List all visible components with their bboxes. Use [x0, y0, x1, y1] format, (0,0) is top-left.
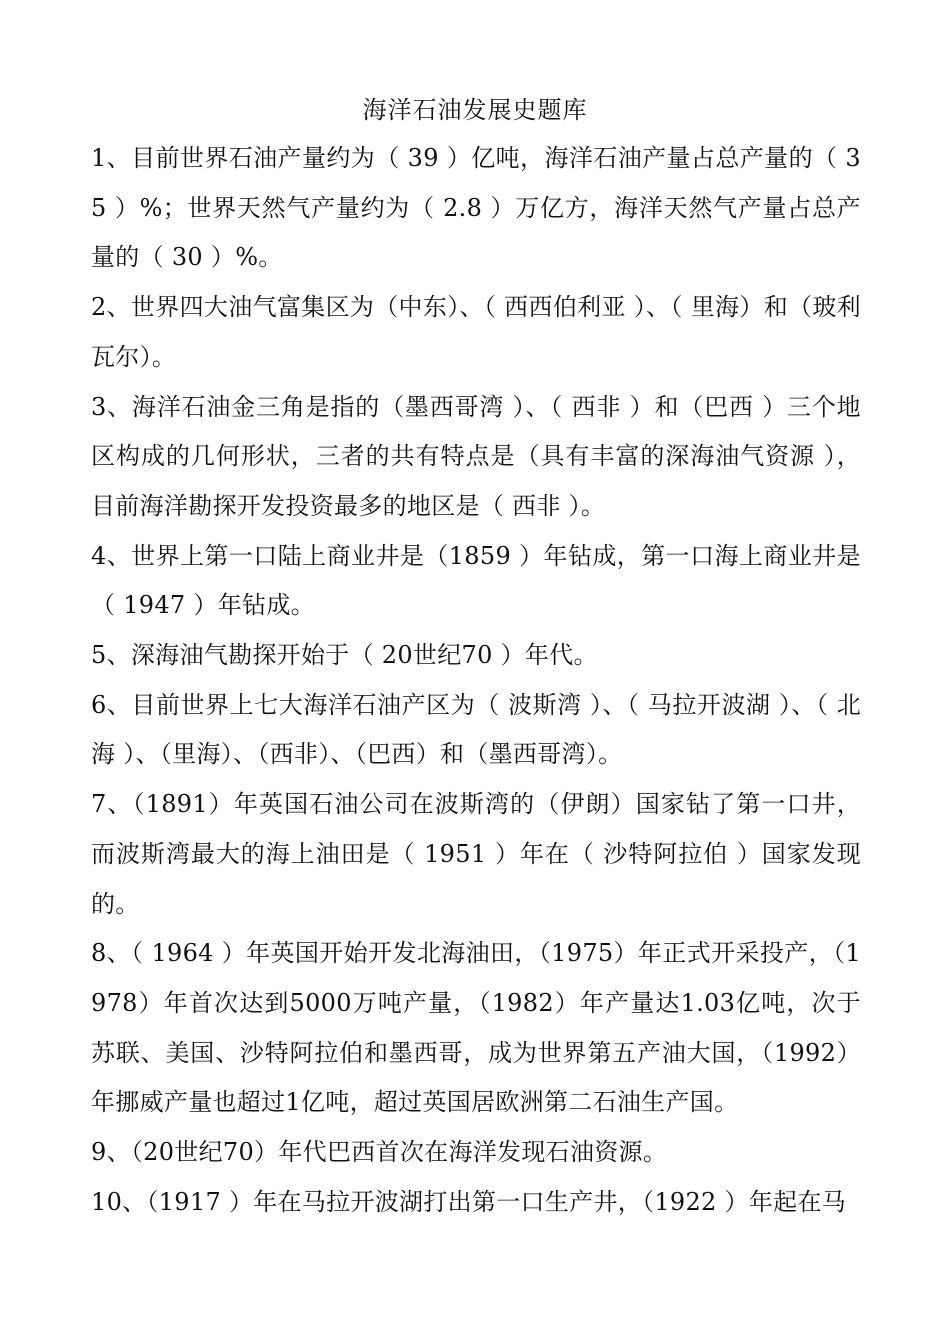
question-list: [91, 134, 861, 1227]
question-item: 5、深海油气勘探开始于（ 20世纪70 ）年代。: [91, 641, 598, 670]
question-item: 4、世界上第一口陆上商业井是（1859 ）年钻成，第一口海上商业井是（ 1947 ）年钻成。: [91, 541, 861, 620]
question-item: 10、（1917 ）年在马拉开波湖打出第一口生产井，（1922 ）年起在马: [91, 1187, 847, 1216]
question-item: 3、海洋石油金三角是指的（墨西哥湾 ）、（ 西非 ）和（巴西 ）三个地区构成的几何形状，三者的共有特点是（具有丰富的深海油气资源 ），目前海洋勘探开发投资最多的地区是（ 西非 ）。: [91, 392, 861, 520]
document-title: 海洋石油发展史题库: [362, 96, 588, 124]
question-item: 2、世界四大油气富集区为（中东）、（ 西西伯利亚 ）、（ 里海）和（玻利瓦尔）。: [91, 293, 861, 371]
question-item: 9、（20世纪70）年代巴西首次在海洋发现石油资源。: [91, 1138, 668, 1167]
question-item: 6、目前世界上七大海洋石油产区为（ 波斯湾 ）、（ 马拉开波湖 ）、（ 北海 ）、（里海）、（西非）、（巴西）和（墨西哥湾）。: [91, 690, 861, 769]
question-item: 8、（ 1964 ）年英国开始开发北海油田，（1975）年正式开采投产，（1978）年首次达到5000万吨产量，（1982）年产量达1.03亿吨，次于苏联、美国、沙特阿拉伯和墨西哥，成为世界第五产油大国，（1992）年挪威产量也超过1亿吨，超过英国居欧洲第二石油生产国。: [91, 939, 861, 1117]
question-item: 1、目前世界石油产量约为（ 39 ）亿吨，海洋石油产量占总产量的（ 35 ）%；世界天然气产量约为（ 2.8 ）万亿方，海洋天然气产量占总产量的（ 30 ）%。: [91, 144, 861, 272]
question-item: 7、（1891）年英国石油公司在波斯湾的（伊朗）国家钻了第一口井，而波斯湾最大的海上油田是（ 1951 ）年在（ 沙特阿拉伯 ）国家发现的。: [91, 790, 861, 918]
